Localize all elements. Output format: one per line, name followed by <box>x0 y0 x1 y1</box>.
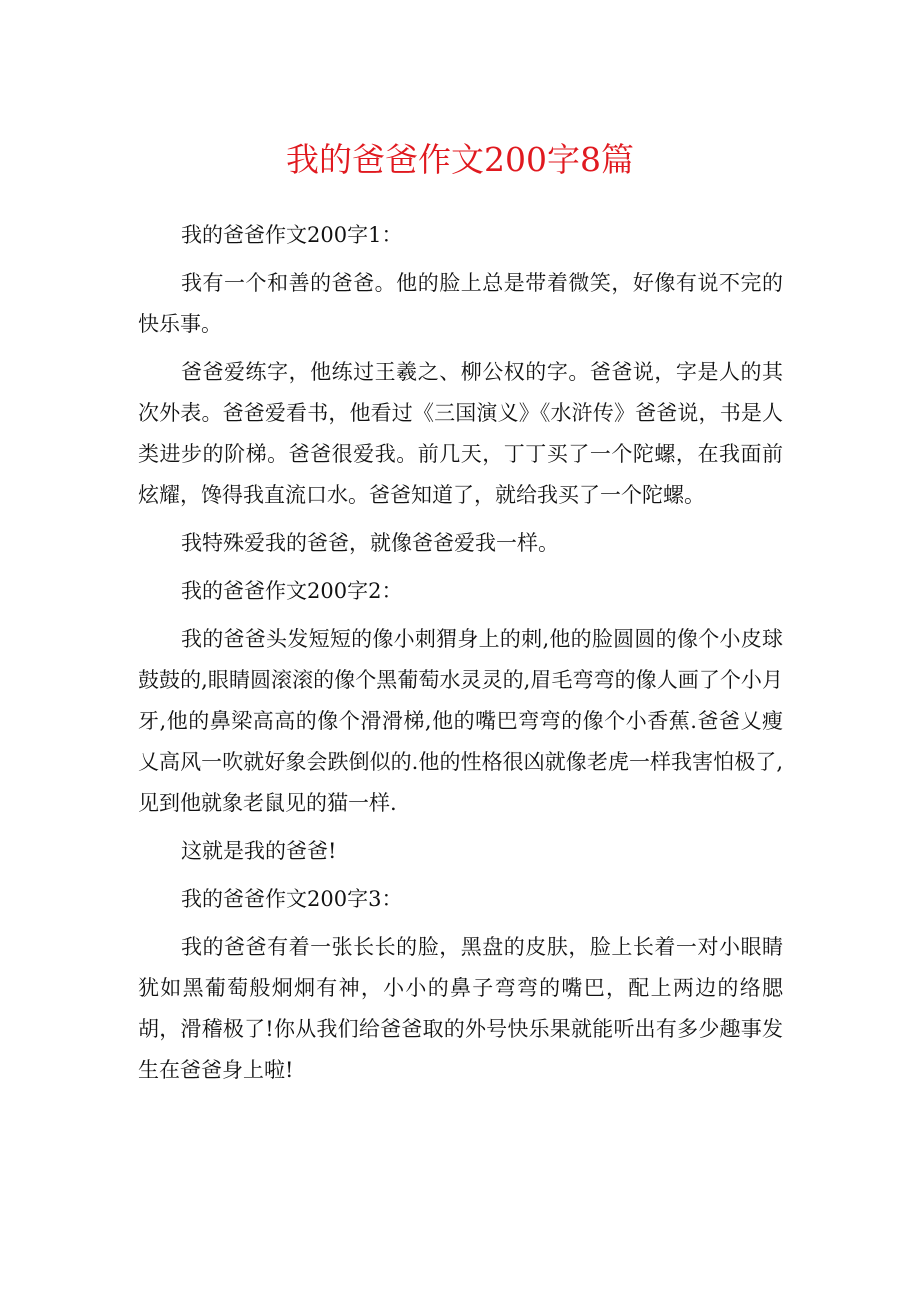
document-body <box>138 215 783 1098</box>
document-title: 我的爸爸作文200字8篇 <box>286 140 634 179</box>
essay-heading-1: 我的爸爸作文200字1： <box>181 223 403 247</box>
paragraph: 我的爸爸有着一张长长的脸，黑盘的皮肤，脸上长着一对小眼睛犹如黑葡萄般炯炯有神，小小的鼻子弯弯的嘴巴，配上两边的络腮胡，滑稽极了!你从我们给爸爸取的外号快乐果就能听出有多少趣事发生在爸爸身上啦! <box>138 935 783 1082</box>
essay-heading-3: 我的爸爸作文200字3： <box>181 887 403 911</box>
paragraph: 我的爸爸头发短短的像小刺猬身上的刺,他的脸圆圆的像个小皮球鼓鼓的,眼睛圆滚滚的像个黑葡萄水灵灵的,眉毛弯弯的像人画了个小月牙,他的鼻梁高高的像个滑滑梯,他的嘴巴弯弯的像个小香蕉.爸爸乂瘦乂高风一吹就好象会跌倒似的.他的性格很凶就像老虎一样我害怕极了,见到他就象老鼠见的猫一样. <box>138 627 783 815</box>
paragraph: 我有一个和善的爸爸。他的脸上总是带着微笑，好像有说不完的快乐事。 <box>138 271 783 336</box>
paragraph: 这就是我的爸爸! <box>181 839 337 863</box>
essay-heading-2: 我的爸爸作文200字2： <box>181 579 403 603</box>
paragraph: 爸爸爱练字，他练过王羲之、柳公权的字。爸爸说，字是人的其次外表。爸爸爱看书，他看过《三国演义》《水浒传》爸爸说，书是人类进步的阶梯。爸爸很爱我。前几天，丁丁买了一个陀螺，在我面前炫耀，馋得我直流口水。爸爸知道了，就给我买了一个陀螺。 <box>138 360 783 507</box>
paragraph: 我特殊爱我的爸爸，就像爸爸爱我一样。 <box>181 531 559 555</box>
